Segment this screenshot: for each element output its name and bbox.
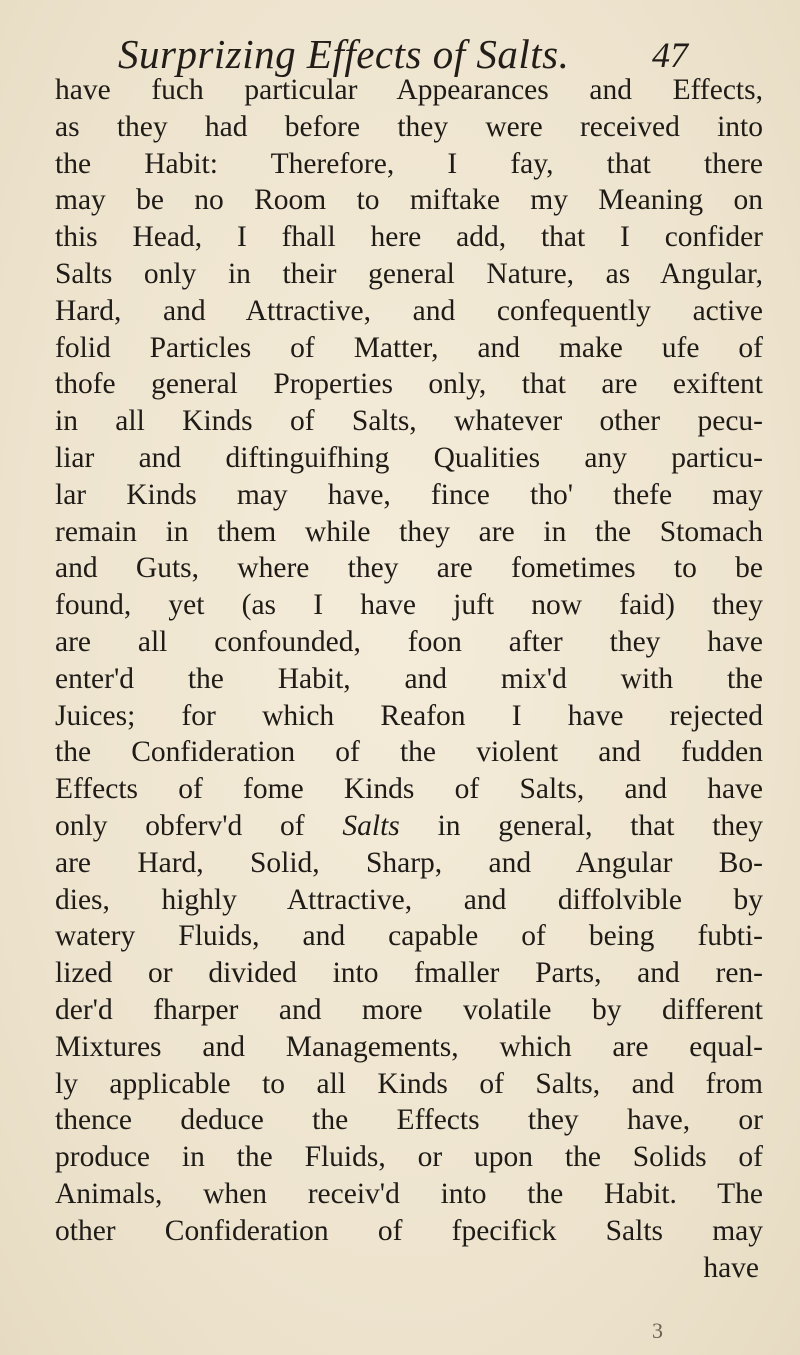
text-line: der'd fharper and more volatile by different xyxy=(55,993,763,1026)
text-line: Effects of fome Kinds of Salts, and have xyxy=(55,773,763,806)
text-line: in all Kinds of Salts, whatever other pecu- xyxy=(55,405,763,438)
text-line: as they had before they were received into xyxy=(55,110,763,143)
text-segment: only obferv'd of xyxy=(55,809,305,842)
text-line: liar and diftinguifhing Qualities any particu- xyxy=(55,441,763,474)
text-line: the Habit: Therefore, I fay, that there xyxy=(55,147,763,180)
text-line: found, yet (as I have juft now faid) they xyxy=(55,589,763,622)
text-line: enter'd the Habit, and mix'd with the xyxy=(55,662,763,695)
text-line: this Head, I fhall here add, that I confider xyxy=(55,221,763,254)
text-line: thence deduce the Effects they have, or xyxy=(55,1104,763,1137)
text-line: dies, highly Attractive, and diffolvible by xyxy=(55,883,763,916)
text-line-with-italic xyxy=(55,808,763,845)
text-line: thofe general Properties only, that are exiftent xyxy=(55,368,763,401)
catchword: have xyxy=(703,1251,759,1284)
text-line: and Guts, where they are fometimes to be xyxy=(55,552,763,585)
text-line: remain in them while they are in the Stomach xyxy=(55,515,763,548)
text-line: Hard, and Attractive, and confequently active xyxy=(55,294,763,327)
text-line: Juices; for which Reafon I have rejected xyxy=(55,699,763,732)
text-line: Animals, when receiv'd into the Habit. The xyxy=(55,1177,763,1210)
running-title: Surprizing Effects of Salts. xyxy=(118,31,570,77)
body-text xyxy=(55,72,763,1286)
text-line: have fuch particular Appearances and Effects, xyxy=(55,74,763,106)
text-line: watery Fluids, and capable of being fubti- xyxy=(55,920,763,953)
text-line: are all confounded, foon after they have xyxy=(55,625,763,658)
text-segment: in general, that they xyxy=(437,809,764,842)
text-line: lar Kinds may have, fince tho' thefe may xyxy=(55,478,763,511)
text-line: are Hard, Solid, Sharp, and Angular Bo- xyxy=(55,846,763,879)
text-line: folid Particles of Matter, and make ufe of xyxy=(55,331,763,364)
text-line: the Confideration of the violent and fudden xyxy=(55,736,763,769)
text-line: ly applicable to all Kinds of Salts, and from xyxy=(55,1067,763,1100)
text-line: produce in the Fluids, or upon the Solids of xyxy=(55,1141,763,1174)
text-line: lized or divided into fmaller Parts, and ren- xyxy=(55,957,763,990)
text-line: other Confideration of fpecifick Salts may xyxy=(55,1214,763,1247)
text-line: Mixtures and Managements, which are equal- xyxy=(55,1030,763,1063)
page-number: 47 xyxy=(652,35,688,75)
text-line: may be no Room to miftake my Meaning on xyxy=(55,184,763,217)
signature-mark: 3 xyxy=(652,1318,663,1343)
italic-term: Salts xyxy=(342,809,400,842)
text-line: Salts only in their general Nature, as Angular, xyxy=(55,257,763,290)
